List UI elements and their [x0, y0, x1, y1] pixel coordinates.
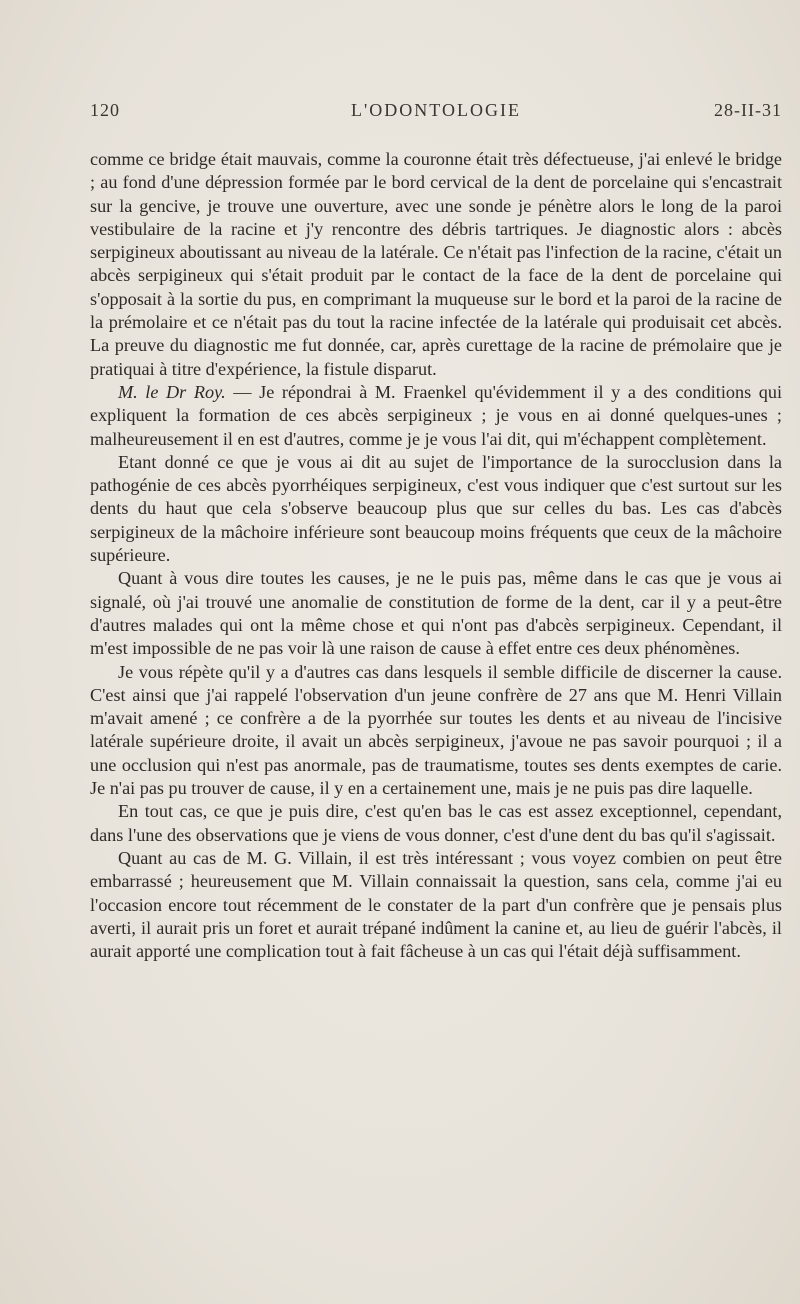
speaker-name: M. le Dr Roy.	[118, 381, 226, 402]
page-number: 120	[90, 100, 120, 120]
paragraph-3: Etant donné ce que je vous ai dit au sujet de l'importance de la surocclusion dans la pathogénie de ces abcès pyorrhéiques serpigineux, c'est vous indiquer que c'est surtout sur les dents du haut que cela s'observe beaucoup plus que sur celles du bas. Les cas d'abcès serpigineux de la mâchoire inférieure sont beaucoup moins fréquents que ceux de la mâchoire supérieure.	[90, 451, 782, 566]
running-head	[90, 100, 782, 126]
issue-date: 28-II-31	[714, 100, 782, 120]
paragraph-6: En tout cas, ce que je puis dire, c'est qu'en bas le cas est assez exceptionnel, cependant, dans l'une des observations que je viens de vous donner, c'est d'une dent du bas qu'il s'agissait.	[90, 801, 782, 845]
paragraph-7: Quant au cas de M. G. Villain, il est très intéressant ; vous voyez combien on peut être embarrassé ; heureusement que M. Villain connaissait la question, sans cela, comme j'ai eu l'occasion encore tout récemment de le constater de la part d'un confrère que je pensais plus averti, il aurait pris un foret et aurait trépané indûment la canine et, au lieu de guérir l'abcès, il aurait apporté une complication tout à fait fâcheuse à un cas qui l'était déjà suffisamment.	[90, 847, 782, 962]
paragraph-5: Je vous répète qu'il y a d'autres cas dans lesquels il semble difficile de discerner la cause. C'est ainsi que j'ai rappelé l'observation d'un jeune confrère de 27 ans que M. Henri Villain m'avait amené ; ce confrère a de la pyorrhée sur toutes les dents et au niveau de l'incisive latérale supérieure droite, il avait un abcès serpigineux, j'avoue ne pas savoir pourquoi ; il a une occlusion qui n'est pas anormale, pas de traumatisme, toutes ses dents exemptes de carie. Je n'ai pas pu trouver de cause, il y en a certainement une, mais je ne puis pas dire laquelle.	[90, 661, 782, 799]
body-text	[90, 148, 782, 963]
speaker-text: — Je répondrai à M. Fraenkel qu'évidemment il y a des conditions qui expliquent la formation de ces abcès serpigineux ; je vous en ai donné quelques-unes ; malheureusement il en est d'autres, comme je je vous l'ai dit, qui m'échappent complètement.	[90, 381, 783, 449]
paragraph-4: Quant à vous dire toutes les causes, je ne le puis pas, même dans le cas que je vous ai signalé, où j'ai trouvé une anomalie de constitution de forme de la dent, car il y a peut-être d'autres malades qui ont la même chose et qui n'ont pas d'abcès serpigineux. Cependant, il m'est impossible de ne pas voir là une raison de cause à effet entre ces deux phénomènes.	[90, 568, 782, 659]
paragraph-1: comme ce bridge était mauvais, comme la couronne était très défectueuse, j'ai enlevé le bridge ; au fond d'une dépression formée par le bord cervical de la dent de porcelaine qui s'encastrait sur la gencive, je trouve une ouverture, avec une sonde je pénètre alors le long de la paroi vestibulaire de la racine et j'y rencontre des débris tartriques. Je diagnostic alors : abcès serpigineux aboutissant au niveau de la latérale. Ce n'était pas l'infection de la racine, c'était un abcès serpigineux qui s'était produit par le contact de la face de la dent de porcelaine qui s'opposait à la sortie du pus, en comprimant la muqueuse sur le bord et la paroi de la racine de la prémolaire et ce n'était pas du tout la racine infectée de la latérale qui produisait cet abcès. La preuve du diagnostic me fut donnée, car, après curettage de la racine de prémolaire que je pratiquai à titre d'expérience, la fistule disparut.	[90, 149, 782, 379]
paragraph-speaker	[90, 381, 782, 451]
journal-title: L'ODONTOLOGIE	[351, 100, 521, 120]
